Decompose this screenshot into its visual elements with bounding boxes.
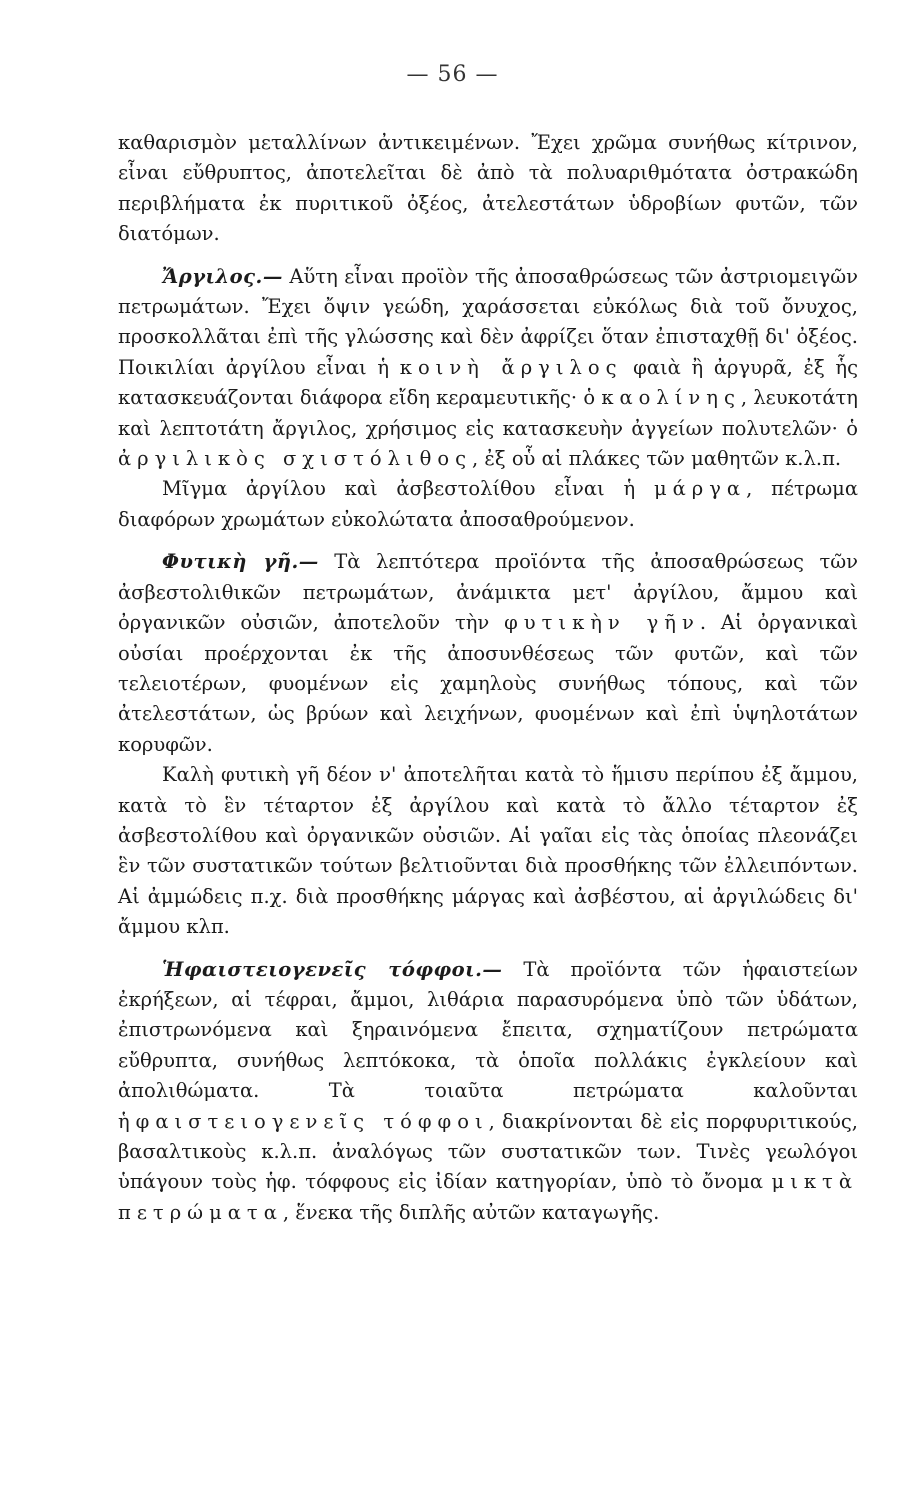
paragraph-diatomite-end: καθαρισμὸν μεταλλίνων ἀντικειμένων. Ἔχει χρῶμα συνήθως κίτρινον, εἶναι εὔθρυπτος, ἀποτελεῖται δὲ ἀπὸ τὰ πολυαριθμότατα ὀστρακώδη περιβλήματα ἐκ πυριτικοῦ ὀξέος, ἀτελεστάτων ὑδροβίων φυτῶν, τῶν διατόμων. <box>118 131 858 246</box>
paragraph-soil <box>118 547 858 760</box>
tuffs-text-3: , ἕνεκα τῆς διπλῆς αὐτῶν καταγωγῆς. <box>282 1200 660 1224</box>
paragraph-clay <box>118 262 858 475</box>
clay-text-4: , ἐξ οὗ αἱ πλάκες τῶν μαθητῶν κ.λ.π. <box>472 447 842 471</box>
section-heading-soil: Φυτικὴ γῆ.— <box>162 550 319 574</box>
term-volcanic-tuffs: ἡφαιστειογενεῖς τόφφοι <box>118 1109 489 1133</box>
paragraph-tuffs <box>118 955 858 1229</box>
paragraph-marl <box>118 474 858 535</box>
paragraph-good-soil: Καλὴ φυτικὴ γῆ δέον ν' ἀποτελῆται κατὰ τὸ ἥμισυ περίπου ἐξ ἄμμου, κατὰ τὸ ἓν τέταρτον ἐξ ἀργίλου καὶ κατὰ τὸ ἄλλο τέταρτον ἐξ ἀσβεστολίθου καὶ ὀργανικῶν οὐσιῶν. Αἱ γαῖαι εἰς τὰς ὁποίας πλεονάζει ἓν τῶν συστατικῶν τούτων βελτιοῦνται διὰ προσθήκης τῶν ἐλλειπόντων. Αἱ ἀμμώδεις π.χ. διὰ προσθήκης μάργας καὶ ἀσβέστου, αἱ ἀργιλώδεις δι' ἄμμου κλπ. <box>118 763 858 939</box>
term-common-clay: κοινὴ ἄργιλος <box>399 355 623 379</box>
tuffs-text-2: , διακρίνονται δὲ εἰς πορφυριτικούς, βασαλτικοὺς κ.λ.π. ἀναλόγως τῶν συστατικῶν των. Τινὲς γεωλόγοι ὑπάγουν τοὺς ἡφ. τόφφους εἰς ἰδίαν κατηγορίαν, ὑπὸ τὸ ὄνομα <box>118 1109 858 1194</box>
page-number: — 56 — <box>406 62 499 87</box>
term-kaolin: καολίνης <box>601 386 741 410</box>
section-heading-tuffs: Ἡφαιστειογενεῖς τόφφοι.— <box>162 957 503 981</box>
body-text <box>118 128 858 1228</box>
term-clay-slate: ἀργιλικὸς σχιστόλιθος <box>118 447 473 471</box>
soil-text-1: Τὰ λεπτότερα προϊόντα τῆς ἀποσαθρώσεως τῶν ἀσβεστολιθικῶν πετρωμάτων, ἀνάμικτα μετ' ἀργίλου, ἄμμου καὶ ὀργανικῶν οὐσιῶν, ἀποτελοῦν τὴν <box>118 550 858 635</box>
term-marl: μάργα <box>653 477 747 501</box>
term-mixed-rocks: μικτὰ πετρώματα <box>118 1170 858 1224</box>
section-heading-clay: Ἄργιλος.— <box>162 264 283 288</box>
marl-text-1: Μῖγμα ἀργίλου καὶ ἀσβεστολίθου εἶναι ἡ <box>162 477 654 501</box>
clay-text-2: φαιὰ ἢ ἀργυρᾶ, ἐξ ἧς κατασκευάζονται διάφορα εἴδη κεραμευτικῆς· ὁ <box>118 355 858 410</box>
marl-text-2: , πέτρωμα διαφόρων χρωμάτων εὐκολώτατα ἀποσαθρούμενον. <box>118 477 858 531</box>
soil-text-2: . Αἱ ὀργανικαὶ οὐσίαι προέρχονται ἐκ τῆς ἀποσυνθέσεως τῶν φυτῶν, καὶ τῶν τελειοτέρων, φυομένων εἰς χαμηλοὺς συνήθως τόπους, καὶ τῶν ἀτελεστάτων, ὡς βρύων καὶ λειχήνων, φυομένων καὶ ἐπὶ ὑψηλοτάτων κορυφῶν. <box>118 611 858 756</box>
clay-text-3: , λευκοτάτη καὶ λεπτοτάτη ἄργιλος, χρήσιμος εἰς κατασκευὴν ἀγγείων πολυτελῶν· ὁ <box>118 386 858 440</box>
term-plant-soil: φυτικὴν γῆν <box>504 611 700 635</box>
clay-text-1: Αὕτη εἶναι προϊὸν τῆς ἀποσαθρώσεως τῶν ἀστριομειγῶν πετρωμάτων. Ἔχει ὄψιν γεώδη, χαράσσεται εὐκόλως διὰ τοῦ ὄνυχος, προσκολλᾶται ἐπὶ τῆς γλώσσης καὶ δὲν ἀφρίζει ὅταν ἐπισταχθῇ δι' ὀξέος. Ποικιλίαι ἀργίλου εἶναι ἡ <box>118 264 859 379</box>
tuffs-text-1: Τὰ προϊόντα τῶν ἡφαιστείων ἐκρήξεων, αἱ τέφραι, ἄμμοι, λιθάρια παρασυρόμενα ὑπὸ τῶν ὑδάτων, ἐπιστρωνόμενα καὶ ξηραινόμενα ἔπειτα, σχηματίζουν πετρώματα εὔθρυπτα, συνήθως λεπτόκοκα, τὰ ὁποῖα πολλάκις ἐγκλείουν καὶ ἀπολιθώματα. Τὰ τοιαῦτα πετρώματα καλοῦνται <box>118 957 858 1103</box>
